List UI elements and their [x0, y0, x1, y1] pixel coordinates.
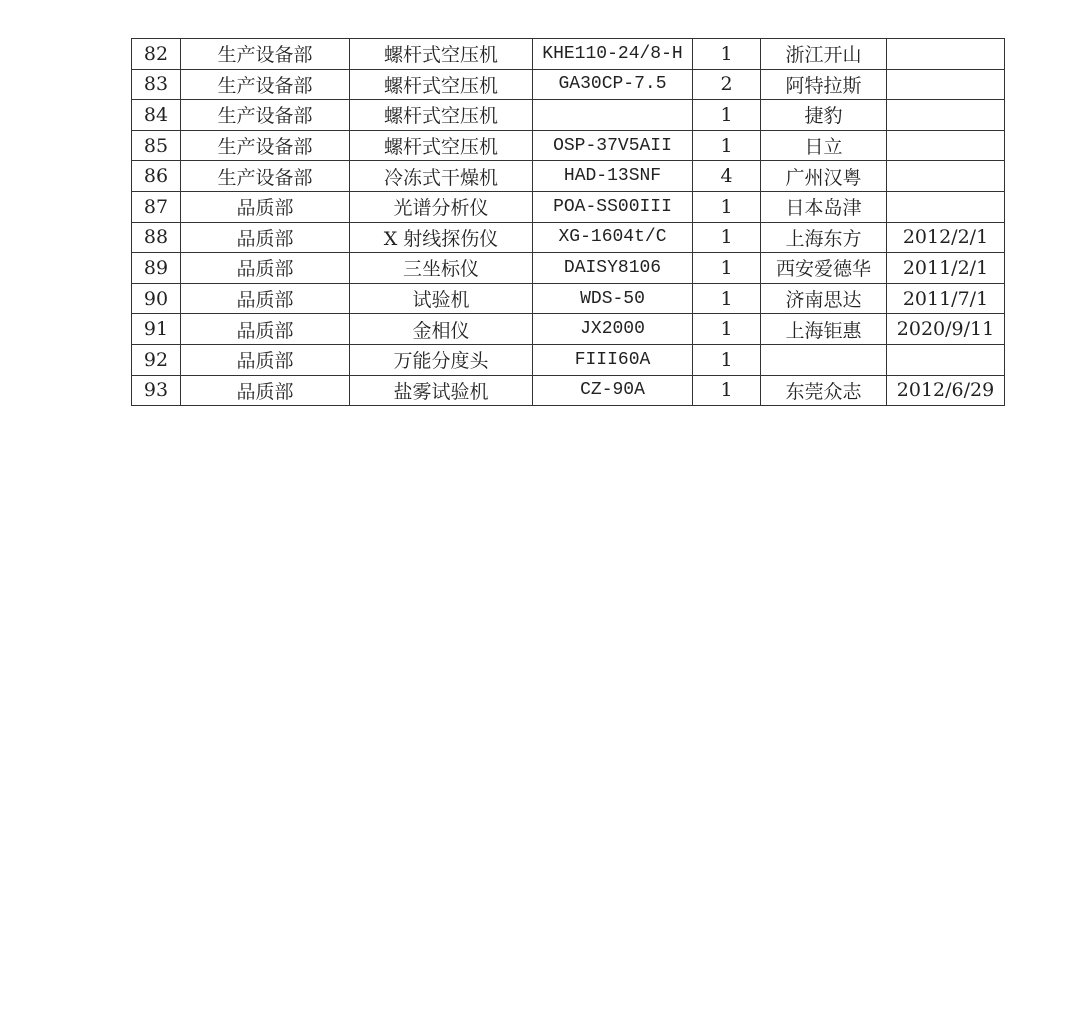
row-number-cell: 91: [132, 314, 181, 345]
equipment-name-cell: 光谱分析仪: [350, 191, 533, 222]
date-cell: [887, 344, 1005, 375]
department-cell: 品质部: [181, 375, 350, 406]
department-cell: 品质部: [181, 253, 350, 284]
quantity-cell: 1: [693, 375, 761, 406]
date-cell: 2011/7/1: [887, 283, 1005, 314]
equipment-name-cell: 盐雾试验机: [350, 375, 533, 406]
department-cell: 品质部: [181, 222, 350, 253]
table-row: [132, 69, 1005, 100]
model-cell: HAD-13SNF: [533, 161, 693, 192]
row-number-cell: 92: [132, 344, 181, 375]
manufacturer-cell: 广州汉粤: [761, 161, 887, 192]
model-cell: JX2000: [533, 314, 693, 345]
table-row: [132, 39, 1005, 70]
model-cell: POA-SS00III: [533, 191, 693, 222]
date-cell: [887, 191, 1005, 222]
quantity-cell: 1: [693, 39, 761, 70]
row-number-cell: 83: [132, 69, 181, 100]
row-number-cell: 90: [132, 283, 181, 314]
manufacturer-cell: 东莞众志: [761, 375, 887, 406]
table-row: [132, 253, 1005, 284]
manufacturer-cell: 上海钜惠: [761, 314, 887, 345]
equipment-name-cell: 万能分度头: [350, 344, 533, 375]
department-cell: 品质部: [181, 314, 350, 345]
date-cell: 2011/2/1: [887, 253, 1005, 284]
department-cell: 生产设备部: [181, 39, 350, 70]
table-row: [132, 130, 1005, 161]
row-number-cell: 87: [132, 191, 181, 222]
table-row: [132, 344, 1005, 375]
table-row: [132, 283, 1005, 314]
manufacturer-cell: 济南思达: [761, 283, 887, 314]
date-cell: [887, 161, 1005, 192]
quantity-cell: 1: [693, 283, 761, 314]
manufacturer-cell: 阿特拉斯: [761, 69, 887, 100]
model-cell: DAISY8106: [533, 253, 693, 284]
date-cell: 2012/6/29: [887, 375, 1005, 406]
manufacturer-cell: [761, 344, 887, 375]
table-row: [132, 100, 1005, 131]
department-cell: 生产设备部: [181, 130, 350, 161]
department-cell: 品质部: [181, 344, 350, 375]
quantity-cell: 1: [693, 314, 761, 345]
department-cell: 品质部: [181, 191, 350, 222]
table-row: [132, 161, 1005, 192]
department-cell: 生产设备部: [181, 100, 350, 131]
manufacturer-cell: 浙江开山: [761, 39, 887, 70]
manufacturer-cell: 捷豹: [761, 100, 887, 131]
date-cell: 2012/2/1: [887, 222, 1005, 253]
equipment-name-cell: 螺杆式空压机: [350, 39, 533, 70]
department-cell: 品质部: [181, 283, 350, 314]
model-cell: WDS-50: [533, 283, 693, 314]
equipment-name-cell: 螺杆式空压机: [350, 100, 533, 131]
model-cell: OSP-37V5AII: [533, 130, 693, 161]
equipment-name-cell: 螺杆式空压机: [350, 130, 533, 161]
date-cell: [887, 130, 1005, 161]
manufacturer-cell: 日立: [761, 130, 887, 161]
model-cell: GA30CP-7.5: [533, 69, 693, 100]
model-cell: CZ-90A: [533, 375, 693, 406]
row-number-cell: 93: [132, 375, 181, 406]
model-cell: FIII60A: [533, 344, 693, 375]
date-cell: 2020/9/11: [887, 314, 1005, 345]
model-cell: XG-1604t/C: [533, 222, 693, 253]
table-row: [132, 222, 1005, 253]
row-number-cell: 88: [132, 222, 181, 253]
quantity-cell: 1: [693, 100, 761, 131]
date-cell: [887, 69, 1005, 100]
table-row: [132, 314, 1005, 345]
department-cell: 生产设备部: [181, 69, 350, 100]
date-cell: [887, 100, 1005, 131]
manufacturer-cell: 日本岛津: [761, 191, 887, 222]
manufacturer-cell: 西安爱德华: [761, 253, 887, 284]
table-row: [132, 191, 1005, 222]
table-row: [132, 375, 1005, 406]
quantity-cell: 1: [693, 222, 761, 253]
row-number-cell: 84: [132, 100, 181, 131]
quantity-cell: 1: [693, 191, 761, 222]
equipment-name-cell: 试验机: [350, 283, 533, 314]
equipment-name-cell: 冷冻式干燥机: [350, 161, 533, 192]
equipment-table: [131, 38, 1005, 406]
row-number-cell: 86: [132, 161, 181, 192]
quantity-cell: 1: [693, 344, 761, 375]
department-cell: 生产设备部: [181, 161, 350, 192]
quantity-cell: 1: [693, 130, 761, 161]
row-number-cell: 89: [132, 253, 181, 284]
quantity-cell: 4: [693, 161, 761, 192]
equipment-name-cell: 金相仪: [350, 314, 533, 345]
model-cell: KHE110-24/8-H: [533, 39, 693, 70]
equipment-name-cell: 三坐标仪: [350, 253, 533, 284]
date-cell: [887, 39, 1005, 70]
quantity-cell: 2: [693, 69, 761, 100]
quantity-cell: 1: [693, 253, 761, 284]
row-number-cell: 85: [132, 130, 181, 161]
equipment-name-cell: 螺杆式空压机: [350, 69, 533, 100]
model-cell: [533, 100, 693, 131]
equipment-name-cell: X 射线探伤仪: [350, 222, 533, 253]
manufacturer-cell: 上海东方: [761, 222, 887, 253]
row-number-cell: 82: [132, 39, 181, 70]
